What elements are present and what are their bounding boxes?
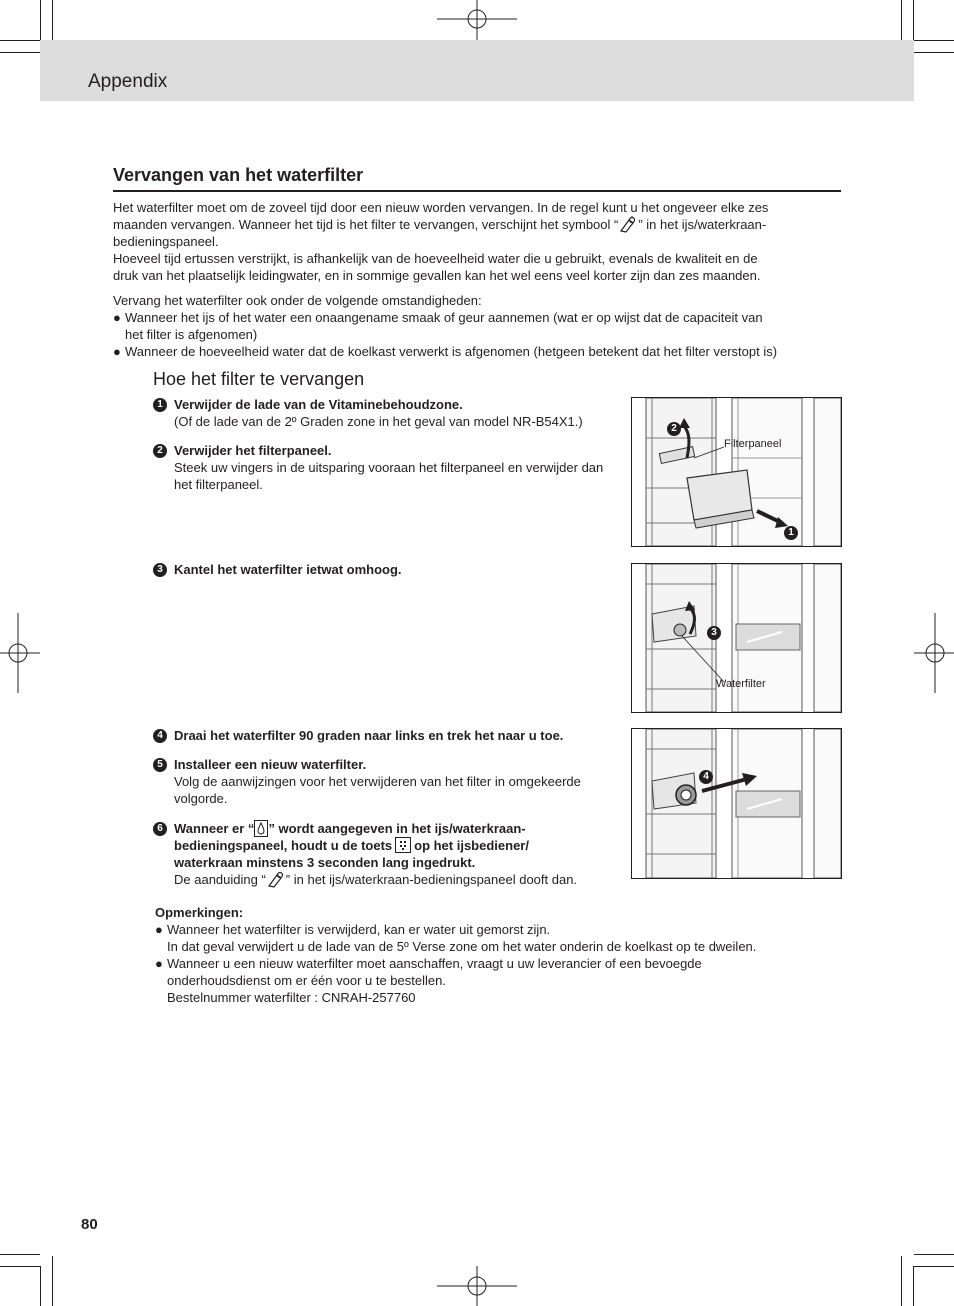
crop-mark [40,0,41,40]
step-number: 2 [153,444,167,458]
crop-mark [914,1266,954,1267]
list-item-continuation [113,326,843,343]
section-divider [113,190,841,192]
crop-mark [901,1256,902,1306]
text-line: Hoeveel tijd ertussen verstrijkt, is afhankelijk van de hoeveelheid water die u gebruikt, evenals de kwaliteit en de [113,251,758,266]
crop-mark [40,1266,41,1306]
step-text: ” in het ijs/waterkraan-bedieningspaneel dooft dan. [285,872,578,887]
bullet-icon: ● [155,956,163,971]
bullet-icon: ● [113,344,121,359]
step-heading: Kantel het waterfilter ietwat omhoog. [174,562,402,577]
bullet-icon: ● [155,922,163,937]
text-span: Wanneer het ijs of het water een onaangename smaak of geur aannemen (wat er op wijst dat de capaciteit van [125,310,763,325]
figure-tilt-filter [631,563,842,713]
crop-mark [52,1256,53,1306]
dispenser-key-icon [395,837,411,853]
text-span: het filter is afgenomen) [125,327,258,342]
circumstances-block [113,292,843,360]
crop-mark [913,0,914,40]
figure-label: Waterfilter [716,678,766,690]
text-span: Wanneer u een nieuw waterfilter moet aanschaffen, vraagt u uw leverancier of een bevoegde [167,956,702,971]
text-line: bedieningspaneel. [113,234,219,249]
notes-block [155,904,845,1006]
text-line: druk van het plaatselijk leidingwater, en in sommige gevallen kan het wel eens veel korter zijn dan zes maanden. [113,268,761,283]
step-text: De aanduiding “ [174,872,266,887]
step-text: (Of de lade van de 2º Graden zone in het geval van model NR-B54X1.) [174,414,583,429]
text-line [113,216,843,233]
step-heading: Wanneer er “ [174,821,255,836]
registration-target-icon [914,613,954,693]
water-drop-icon [254,820,268,837]
step-3 [153,561,628,578]
section-title: Vervangen van het waterfilter [113,165,364,185]
header-band [40,40,914,101]
step-number: 6 [153,822,167,836]
registration-target-icon [437,1266,517,1306]
text-line: Vervang het waterfilter ook onder de volgende omstandigheden: [113,293,482,308]
figure-remove-filter [631,728,842,879]
text-line: In dat geval verwijdert u de lade van de 5º Verse zone om het water onderin de koelkast op te dweilen. [167,939,757,954]
callout-number: 1 [784,526,798,540]
text-span: Wanneer het waterfilter is verwijderd, kan er water uit gemorst zijn. [167,922,551,937]
step-heading: ” wordt aangegeven in het ijs/waterkraan- [268,821,526,836]
figure-remove-drawer [631,397,842,547]
step-heading: waterkraan minstens 3 seconden lang ingedrukt. [174,855,476,870]
step-heading: op het ijsbediener/ [414,838,529,853]
step-text: Steek uw vingers in de uitsparing vooraan het filterpaneel en verwijder dan het filterpaneel. [174,460,604,492]
notes-title [155,904,845,921]
step-number: 5 [153,758,167,772]
list-item [155,921,845,938]
notes-title-text: Opmerkingen: [155,905,244,920]
filter-replace-icon [266,871,286,888]
step-heading: Draai het waterfilter 90 graden naar links en trek het naar u toe. [174,728,564,743]
crop-mark [0,1266,40,1267]
callout-number: 2 [667,422,681,436]
fridge-illustration [632,729,841,878]
step-number: 4 [153,729,167,743]
list-item [155,955,845,972]
step-1 [153,396,628,430]
registration-target-icon [437,0,517,40]
page-number: 80 [81,1216,98,1233]
step-4 [153,727,628,744]
fridge-illustration [632,398,841,546]
list-item [113,343,843,360]
text-line: onderhoudsdienst om er één voor u te bestellen. [167,973,446,988]
step-heading: Verwijder het filterpaneel. [174,443,332,458]
bullet-icon: ● [113,310,121,325]
text-line: Het waterfilter moet om de zoveel tijd door een nieuw worden vervangen. In de regel kunt u het ongeveer elke zes [113,200,769,215]
text-line: Bestelnummer waterfilter : CNRAH-257760 [167,990,416,1005]
figure-label: Filterpaneel [724,438,782,450]
crop-mark [0,1254,40,1255]
step-number: 1 [153,398,167,412]
callout-number: 4 [699,770,713,784]
filter-replace-icon [618,216,638,233]
text-span: maanden vervangen. Wanneer het tijd is het filter te vervangen, verschijnt het symbool “ [113,217,619,232]
step-number: 3 [153,563,167,577]
intro-paragraph [113,199,843,284]
crop-mark [914,1254,954,1255]
crop-mark [913,1266,914,1306]
callout-number: 3 [707,626,721,640]
step-heading: Installeer een nieuw waterfilter. [174,757,367,772]
howto-title: Hoe het filter te vervangen [153,369,365,389]
crop-mark [0,40,40,41]
text-span: ” in het ijs/waterkraan- [638,217,767,232]
crop-mark [914,52,954,53]
crop-mark [0,52,40,53]
text-span: Wanneer de hoeveelheid water dat de koelkast verwerkt is afgenomen (hetgeen betekent dat het filter verstopt is) [125,344,778,359]
registration-target-icon [0,613,40,693]
crop-mark [914,40,954,41]
step-6 [153,820,628,888]
page-header-title: Appendix [88,71,168,92]
step-5 [153,756,628,807]
list-item [113,309,843,326]
step-text: Volg de aanwijzingen voor het verwijderen van het filter in omgekeerde volgorde. [174,774,581,806]
step-2 [153,442,623,493]
step-heading: bedieningspaneel, houdt u de toets [174,838,393,853]
step-heading: Verwijder de lade van de Vitaminebehoudzone. [174,397,463,412]
